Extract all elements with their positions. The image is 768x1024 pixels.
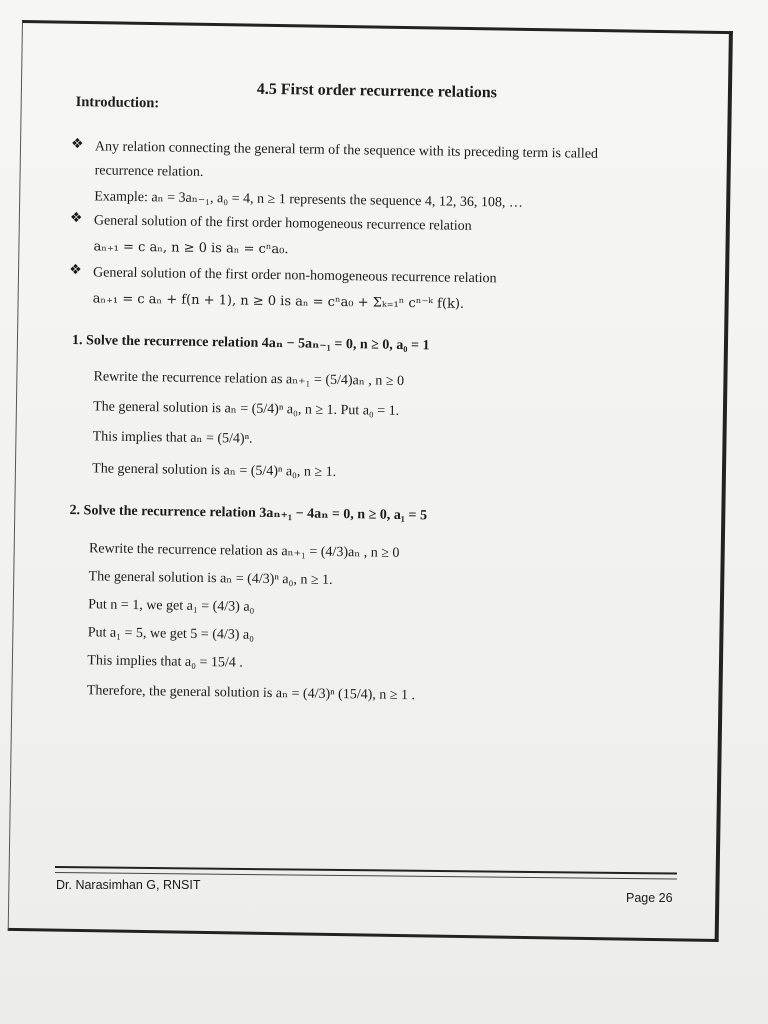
problem-2-step-2: The general solution is aₙ = (4/3)ⁿ a₀, n ≥ 1. <box>88 569 333 588</box>
problem-2-step-6: Therefore, the general solution is aₙ = (4/3)ⁿ (15/4), n ≥ 1 . <box>86 683 416 704</box>
bullet-3-line-1: General solution of the first order non-homogeneous recurrence relation <box>93 265 497 287</box>
problem-1-step-1: Rewrite the recurrence relation as aₙ₊₁ = (5/4)aₙ , n ≥ 0 <box>93 369 405 389</box>
bullet-2-formula: aₙ₊₁ = c aₙ, n ≥ 0 is aₙ = cⁿa₀. <box>93 239 289 258</box>
problem-1-heading: 1. Solve the recurrence relation 4aₙ − 5aₙ₋₁ = 0, n ≥ 0, a₀ = 1 <box>71 333 430 354</box>
problem-2-step-3: Put n = 1, we get a₁ = (4/3) a₀ <box>88 597 255 615</box>
problem-1-step-2: The general solution is aₙ = (5/4)ⁿ a₀, n ≥ 1. Put a₀ = 1. <box>93 399 400 419</box>
problem-2-heading: 2. Solve the recurrence relation 3aₙ₊₁ − 4aₙ = 0, n ≥ 0, a₁ = 5 <box>69 503 428 524</box>
bullet-icon: ❖ <box>69 210 83 227</box>
problem-2-step-1: Rewrite the recurrence relation as aₙ₊₁ = (4/3)aₙ , n ≥ 0 <box>88 541 400 561</box>
bullet-1-line-2: recurrence relation. <box>94 163 204 180</box>
bullet-1-example: Example: aₙ = 3aₙ₋₁, a₀ = 4, n ≥ 1 represents the sequence 4, 12, 36, 108, … <box>94 189 524 211</box>
bullet-2-line-1: General solution of the first order homogeneous recurrence relation <box>93 213 472 234</box>
introduction-heading: Introduction: <box>75 94 160 112</box>
problem-1-step-4: The general solution is aₙ = (5/4)ⁿ a₀, n ≥ 1. <box>92 461 337 480</box>
section-title: 4.5 First order recurrence relations <box>256 80 498 102</box>
bullet-1-line-1: Any relation connecting the general term of the sequence with its preceding term is called <box>94 139 599 162</box>
problem-1-step-3: This implies that aₙ = (5/4)ⁿ. <box>92 429 253 447</box>
bullet-icon: ❖ <box>69 262 82 279</box>
footer-author: Dr. Narasimhan G, RNSIT <box>56 878 201 892</box>
problem-2-step-4: Put a₁ = 5, we get 5 = (4/3) a₀ <box>87 625 255 643</box>
bullet-3-formula: aₙ₊₁ = c aₙ + f(n + 1), n ≥ 0 is aₙ = cⁿa₀ + Σₖ₌₁ⁿ cⁿ⁻ᵏ f(k). <box>92 291 465 312</box>
problem-2-step-5: This implies that a₀ = 15/4 . <box>87 653 243 671</box>
bullet-icon: ❖ <box>70 136 84 153</box>
footer-page-number: Page 26 <box>626 891 673 905</box>
